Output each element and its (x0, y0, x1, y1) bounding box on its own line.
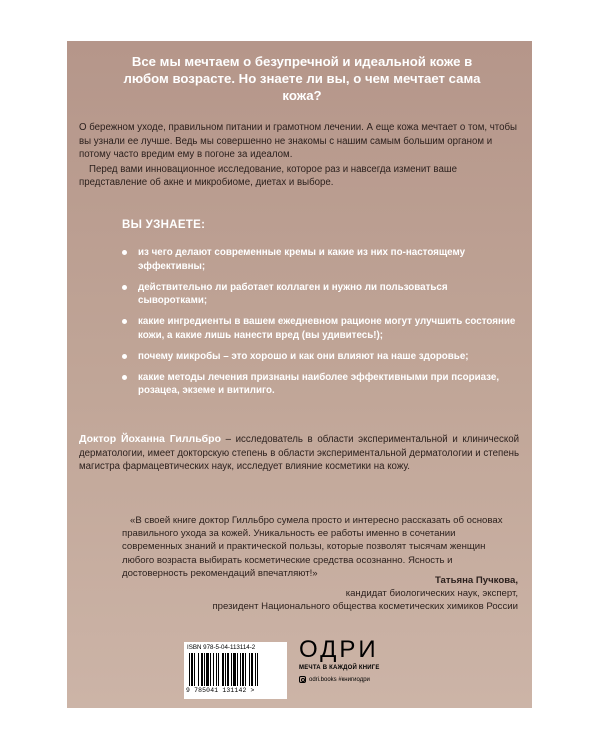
barcode-stripe (189, 653, 190, 686)
barcode-stripe (198, 653, 199, 686)
publisher-logo (299, 638, 409, 683)
barcode-stripe (257, 653, 258, 686)
barcode-stripe (249, 653, 250, 686)
barcode-stripe (240, 653, 241, 686)
barcode-stripe (255, 653, 256, 686)
publisher-slogan: МЕЧТА В КАЖДОЙ КНИГЕ (299, 665, 380, 671)
bullet-icon (122, 319, 127, 324)
endorser-name: Татьяна Пучкова, (434, 575, 518, 586)
learn-item (122, 371, 517, 398)
barcode-stripe (218, 653, 219, 686)
intro-text (79, 121, 519, 191)
learn-item-text: почему микробы – это хорошо и как они влияют на наше здоровье; (138, 350, 469, 362)
isbn-barcode (184, 642, 287, 699)
bullet-icon (122, 354, 127, 359)
barcode-stripe (231, 653, 232, 686)
barcode-stripe (204, 653, 205, 686)
cover-headline: Все мы мечтаем о безупречной и идеальной коже в любом возрасте. Но знаете ли вы, о чем мечтает сама кожа? (123, 54, 481, 103)
publisher-social-text: odri.books #книгиодри (309, 676, 370, 683)
barcode-stripe (213, 653, 214, 686)
barcode-stripe (206, 653, 209, 686)
barcode-stripe (251, 653, 253, 686)
barcode-stripe (222, 653, 224, 686)
endorser-title-2: президент Национального общества косметических химиков России (212, 601, 518, 612)
bullet-icon (122, 250, 127, 255)
barcode-stripe (201, 653, 203, 686)
endorsement-quote: «В своей книге доктор Гилльбро сумела просто и интересно рассказать об основах правильного ухода за кожей. Уникальность ее работы именно в сочетании современных знаний и практической пользы, которые позволят тысячам женщин любого возраста выбирать косметические средства осознанно. Ясность и достоверность рекомендаций впечатляют!» (122, 515, 503, 579)
intro-paragraph-1: О бережном уходе, правильном питании и грамотном лечении. А еще кожа мечтает о том, чтобы вы узнали ее лучше. Ведь мы совершенно не знакомы с нашим самым большим органом и потому часто вредим ему в погоне за идеалом. (79, 122, 518, 160)
barcode-stripe (237, 653, 238, 686)
learn-item-text: какие ингредиенты в вашем ежедневном рационе могут улучшить состояние кожи, а какие лишь нанести вред (вы удивитесь!); (138, 316, 516, 341)
endorsement-signature (118, 574, 518, 613)
barcode-stripe (227, 653, 229, 686)
barcode-stripe (191, 653, 193, 686)
publisher-social (299, 676, 409, 683)
learn-item-text: какие методы лечения признаны наиболее эффективными при псориазе, розацеа, экземе и витилиго. (138, 371, 500, 396)
endorser-title-1: кандидат биологических наук, эксперт, (345, 588, 518, 599)
barcode-stripe (233, 653, 236, 686)
learn-item (122, 281, 517, 308)
learn-item (122, 350, 517, 364)
book-back-cover (67, 41, 532, 708)
bullet-icon (122, 375, 127, 380)
learn-item-text: действительно ли работает коллаген и нужно ли пользоваться сыворотками; (138, 281, 448, 306)
author-bio (79, 433, 519, 474)
you-will-learn-heading: ВЫ УЗНАЕТЕ: (122, 219, 206, 231)
bullet-icon (122, 285, 127, 290)
barcode-stripe (216, 653, 217, 686)
barcode-bars (189, 653, 282, 686)
author-bio-text: – исследователь в области экспериментальной и клинической дерматологии, имеет докторскую степень в области экспериментальной дерматологии и степень магистра фармацевтических наук, исследует влияние косметики на кожу. (79, 434, 519, 472)
learn-item (122, 315, 517, 342)
learn-item (122, 246, 517, 273)
intro-paragraph-2: Перед вами инновационное исследование, которое раз и навсегда изменит ваше представление об акне и микробиоме, диетах и выборе. (79, 163, 458, 188)
barcode-stripe (210, 653, 211, 686)
isbn-number: ISBN 978-5-04-113114-2 (187, 644, 256, 651)
barcode-stripe (194, 653, 195, 686)
barcode-stripe (242, 653, 244, 686)
barcode-digits: 9 785041 131142 > (186, 687, 255, 694)
author-name: Доктор Йоханна Гилльбро (79, 433, 221, 445)
barcode-stripe (225, 653, 226, 686)
publisher-name: ОДРИ (299, 636, 379, 663)
instagram-icon (299, 676, 306, 683)
learn-item-text: из чего делают современные кремы и какие из них по-настоящему эффективны; (138, 247, 466, 272)
barcode-stripe (245, 653, 246, 686)
learn-list (122, 246, 517, 405)
